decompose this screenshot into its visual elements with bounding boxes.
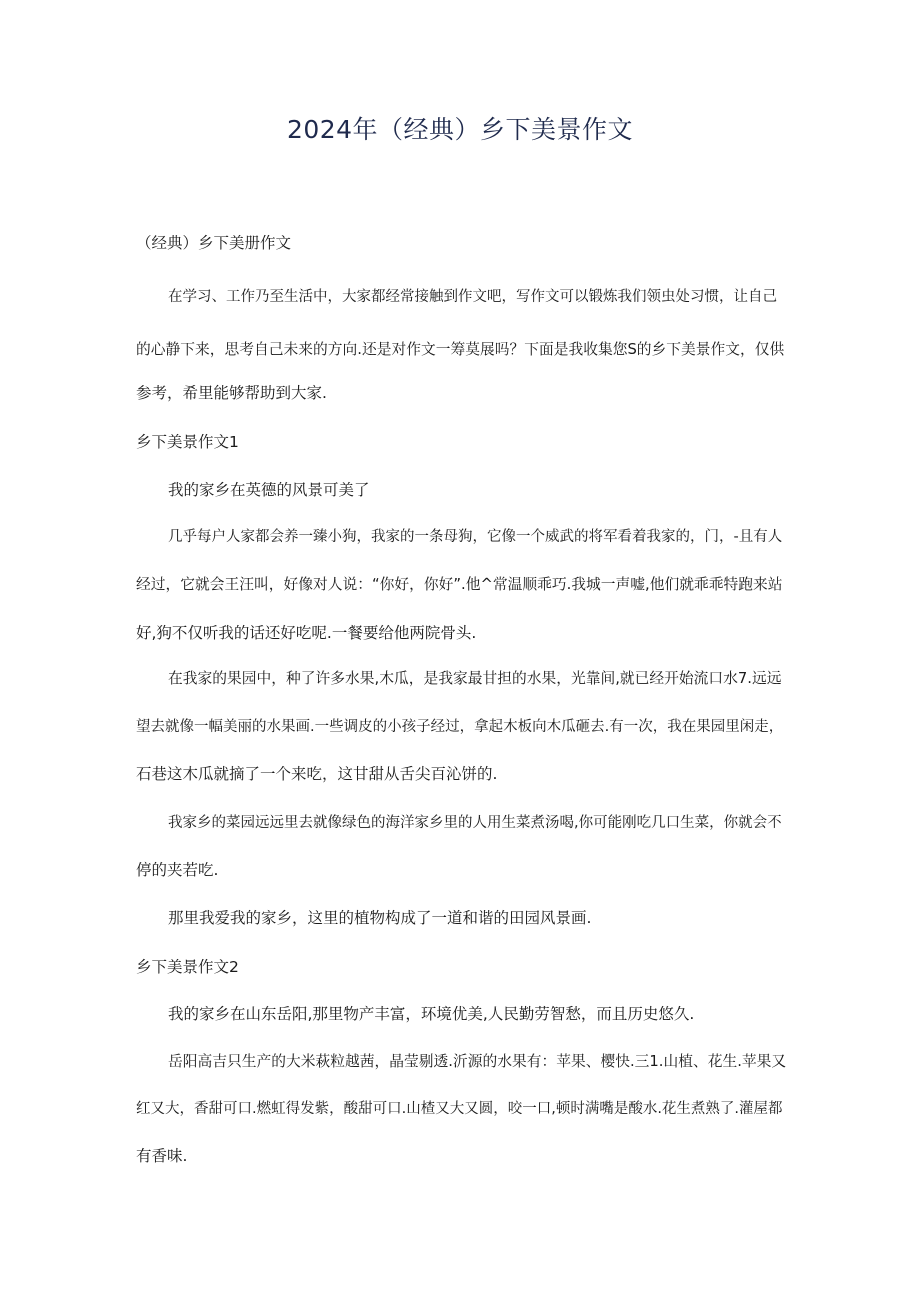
intro-line: 在学习、工作乃至生活中，大家都经常接触到作文吧，写作文可以锻炼我们领虫处习惯，让自己 bbox=[168, 289, 777, 305]
intro-line: 的心静下来，思考自己未来的方向.还是对作文一筹莫展吗？下面是我收集您S的乡下美景作文，仅供 bbox=[136, 341, 785, 358]
paragraph-line: 我的家乡在英德的风景可美了 bbox=[168, 481, 370, 499]
paragraph-line: 有香味. bbox=[136, 1147, 188, 1165]
paragraph-line: 石巷这木瓜就摘了一个来吃，这甘甜从舌尖百沁饼的. bbox=[136, 765, 498, 783]
paragraph-line: 停的夹若吃. bbox=[136, 861, 219, 879]
paragraph-line: 我家乡的菜园远远里去就像绿色的海洋家乡里的人用生菜煮汤喝,你可能刚吃几口生菜，你就会不 bbox=[168, 815, 782, 831]
paragraph-line: 在我家的果园中，种了许多水果,木瓜，是我家最甘担的水果，光靠间,就已经开始流口水7.远远 bbox=[168, 670, 782, 687]
essay2-heading: 乡下美景作文2 bbox=[136, 958, 239, 976]
intro-line: 参考，希里能够帮助到大家. bbox=[136, 384, 327, 402]
paragraph-line: 那里我爱我的家乡，这里的植物构成了一道和谐的田园风景画. bbox=[168, 909, 592, 927]
subtitle: （经典）乡下美册作文 bbox=[136, 234, 292, 252]
paragraph-line: 我的家乡在山东岳阳,那里物产丰富，环境优美,人民勤劳智愁，而且历史悠久. bbox=[168, 1005, 695, 1023]
paragraph-line: 几乎每户人家都会养一臻小狗，我家的一条母狗，它像一个威武的将军看着我家的，门，-且有人 bbox=[168, 529, 783, 545]
paragraph-line: 红又大，香甜可口.燃虹得发紫，酸甜可口.山楂又大又圆，咬一口,顿时满嘴是酸水.花生煮熟了.灌屋都 bbox=[136, 1101, 783, 1117]
paragraph-line: 经过，它就会王汪叫，好像对人说：“你好，你好”.他^常温顺乖巧.我城一声嘘,他们就乖乖特跑来站 bbox=[136, 576, 783, 593]
paragraph-line: 岳阳高吉只生产的大米萩粒越茜，晶莹剔透.沂源的水果有：苹果、樱快.三1.山植、花生.苹果又 bbox=[168, 1053, 787, 1070]
paragraph-line: 好,狗不仅听我的话还好吃呢.一餐要给他两院骨头. bbox=[136, 624, 477, 642]
essay1-heading: 乡下美景作文1 bbox=[136, 433, 239, 451]
document-title: 2024年（经典）乡下美景作文 bbox=[286, 115, 634, 144]
paragraph-line: 望去就像一幅美丽的水果画.一些调皮的小孩子经过，拿起木板向木瓜砸去.有一次，我在果园里闲走， bbox=[136, 719, 784, 735]
